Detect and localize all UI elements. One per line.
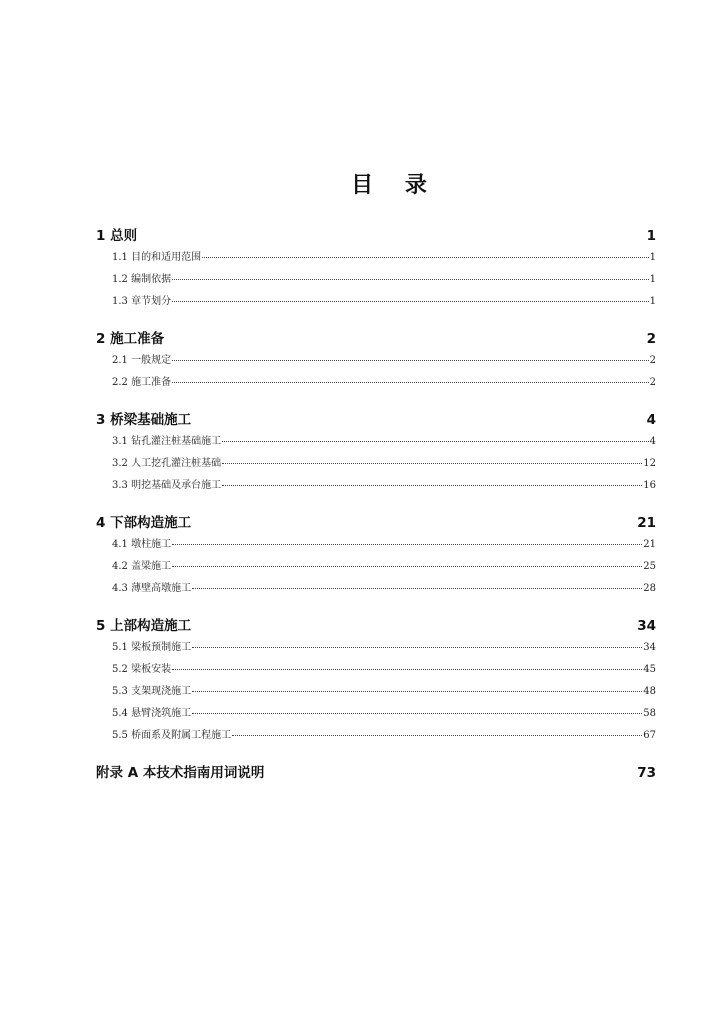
section-page-number: 48 <box>643 686 656 697</box>
section-page-number: 2 <box>649 355 656 366</box>
section-label: 2.2 施工准备 <box>112 377 172 388</box>
toc-section-entry[interactable] <box>112 454 656 476</box>
dot-leader <box>192 588 642 589</box>
dot-leader <box>192 713 642 714</box>
toc-chapter-1 <box>96 224 656 314</box>
chapter-heading[interactable] <box>96 224 656 244</box>
appendix-page-number: 73 <box>637 765 656 781</box>
dot-leader <box>172 669 642 670</box>
toc-section-entry[interactable] <box>112 373 656 395</box>
toc-appendix-a <box>96 761 656 781</box>
appendix-label: 附录 A 本技术指南用词说明 <box>96 765 265 781</box>
toc-section-entry[interactable] <box>112 270 656 292</box>
dot-leader <box>172 544 642 545</box>
section-label: 3.3 明挖基础及承台施工 <box>112 480 222 491</box>
dot-leader <box>222 441 649 442</box>
section-page-number: 58 <box>643 708 656 719</box>
chapter-heading[interactable] <box>96 408 656 428</box>
chapter-label: 3 桥梁基础施工 <box>96 412 192 428</box>
toc-chapter-4 <box>96 511 656 601</box>
section-page-number: 1 <box>649 252 656 263</box>
chapter-page-number: 1 <box>646 228 656 244</box>
chapter-heading[interactable] <box>96 327 656 347</box>
chapter-label: 2 施工准备 <box>96 331 165 347</box>
section-page-number: 25 <box>643 561 656 572</box>
section-page-number: 2 <box>649 377 656 388</box>
chapter-label: 5 上部构造施工 <box>96 618 192 634</box>
section-label: 2.1 一般规定 <box>112 355 172 366</box>
chapter-page-number: 4 <box>646 412 656 428</box>
toc-section-entry[interactable] <box>112 682 656 704</box>
section-label: 1.2 编制依据 <box>112 274 172 285</box>
toc-section-entry[interactable] <box>112 432 656 454</box>
dot-leader <box>222 485 642 486</box>
dot-leader <box>172 279 649 280</box>
toc-section-entry[interactable] <box>112 638 656 660</box>
dot-leader <box>172 382 649 383</box>
dot-leader <box>192 691 642 692</box>
dot-leader <box>202 257 649 258</box>
section-page-number: 4 <box>649 436 656 447</box>
chapter-label: 4 下部构造施工 <box>96 515 192 531</box>
section-label: 5.4 悬臂浇筑施工 <box>112 708 192 719</box>
chapter-page-number: 21 <box>637 515 656 531</box>
toc-section-entry[interactable] <box>112 726 656 748</box>
section-label: 5.1 梁板预制施工 <box>112 642 192 653</box>
toc-title: 目 录 <box>351 173 439 198</box>
dot-leader <box>192 647 642 648</box>
section-label: 4.3 薄壁高墩施工 <box>112 583 192 594</box>
section-label: 5.5 桥面系及附属工程施工 <box>112 730 232 741</box>
section-page-number: 21 <box>643 539 656 550</box>
dot-leader <box>172 360 649 361</box>
chapter-label: 1 总则 <box>96 228 138 244</box>
section-label: 4.1 墩柱施工 <box>112 539 172 550</box>
section-page-number: 16 <box>643 480 656 491</box>
section-page-number: 1 <box>649 274 656 285</box>
section-page-number: 45 <box>643 664 656 675</box>
section-page-number: 34 <box>643 642 656 653</box>
toc-section-entry[interactable] <box>112 557 656 579</box>
section-label: 1.1 目的和适用范围 <box>112 252 202 263</box>
toc-chapter-5 <box>96 614 656 748</box>
dot-leader <box>222 463 642 464</box>
section-label: 3.2 人工挖孔灌注桩基础 <box>112 458 222 469</box>
chapter-heading[interactable] <box>96 511 656 531</box>
appendix-heading[interactable] <box>96 761 656 781</box>
section-page-number: 1 <box>649 296 656 307</box>
toc-chapter-2 <box>96 327 656 395</box>
toc-section-entry[interactable] <box>112 660 656 682</box>
toc-section-entry[interactable] <box>112 351 656 373</box>
section-page-number: 67 <box>643 730 656 741</box>
section-page-number: 12 <box>643 458 656 469</box>
table-of-contents <box>96 224 656 781</box>
toc-section-entry[interactable] <box>112 476 656 498</box>
toc-chapter-3 <box>96 408 656 498</box>
toc-section-entry[interactable] <box>112 248 656 270</box>
section-label: 5.3 支架现浇施工 <box>112 686 192 697</box>
dot-leader <box>172 566 642 567</box>
toc-section-entry[interactable] <box>112 292 656 314</box>
dot-leader <box>172 301 649 302</box>
section-label: 1.3 章节划分 <box>112 296 172 307</box>
toc-section-entry[interactable] <box>112 704 656 726</box>
toc-section-entry[interactable] <box>112 579 656 601</box>
chapter-page-number: 2 <box>646 331 656 347</box>
toc-section-entry[interactable] <box>112 535 656 557</box>
section-label: 5.2 梁板安装 <box>112 664 172 675</box>
section-label: 4.2 盖梁施工 <box>112 561 172 572</box>
chapter-heading[interactable] <box>96 614 656 634</box>
chapter-page-number: 34 <box>637 618 656 634</box>
section-page-number: 28 <box>643 583 656 594</box>
dot-leader <box>232 735 642 736</box>
section-label: 3.1 钻孔灌注桩基础施工 <box>112 436 222 447</box>
